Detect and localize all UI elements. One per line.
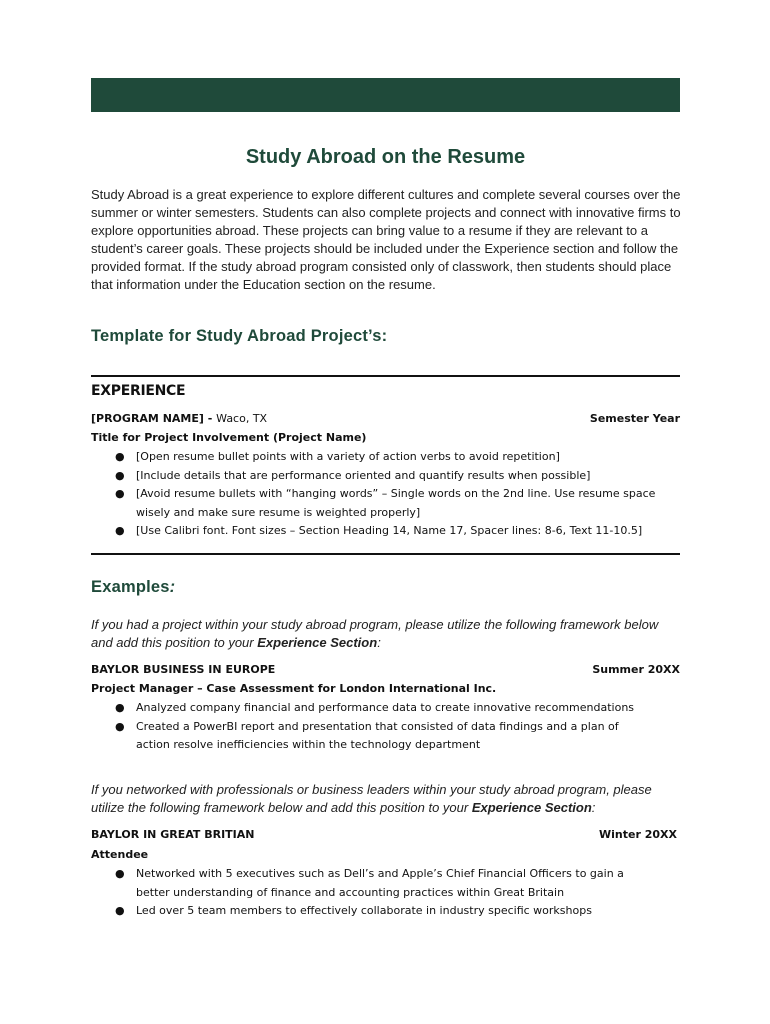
example1-date: Summer 20XX	[592, 663, 680, 676]
template-heading: Template for Study Abroad Project’s:	[91, 327, 388, 345]
list-item: ● [Open resume bullet points with a variety of action verbs to avoid repetition]	[91, 448, 671, 467]
program-date: Semester Year	[589, 412, 680, 425]
intro-paragraph: Study Abroad is a great experience to explore different cultures and complete several courses over the summer or winter semesters. Students can also complete projects and connect with innovative firms to explore opportunities abroad. These projects can bring value to a resume if they are relevant to a student’s career goals. These projects should be included under the Experience section and follow the provided format. If the study abroad program consisted only of classwork, then students should place that information under the Education section on the resume.	[91, 187, 681, 292]
list-item: ● Networked with 5 executives such as Dell’s and Apple’s Chief Financial Officers to gain a better understanding of finance and accounting practices within Great Britain	[115, 867, 624, 899]
example1-role: Project Manager – Case Assessment for London International Inc.	[91, 682, 497, 695]
divider-bottom	[91, 553, 680, 555]
example2-intro: If you networked with professionals or business leaders within your study abroad program, please utilize the following framework below and add this position to your Experience Section:	[91, 782, 652, 815]
example1-role-row	[91, 682, 680, 695]
example1-bullet-list	[91, 699, 651, 755]
example1-intro: If you had a project within your study abroad program, please utilize the following framework below and add this position to your Experience Section:	[91, 617, 659, 650]
list-item: ● [Avoid resume bullets with “hanging words” – Single words on the 2nd line. Use resume space wisely and make sure resume is weighted properly]	[115, 487, 656, 519]
program-location: Waco, TX	[216, 412, 268, 425]
example1-org: BAYLOR BUSINESS IN EUROPE	[91, 663, 276, 676]
project-title: Title for Project Involvement (Project Name)	[91, 431, 367, 444]
bullet-icon: ●	[115, 867, 125, 880]
divider-top	[91, 375, 680, 377]
template-bullet-list	[91, 448, 671, 541]
bullet-icon: ●	[115, 487, 125, 500]
header-banner	[91, 78, 680, 112]
template-role-row	[91, 431, 680, 444]
page-title: Study Abroad on the Resume	[245, 146, 526, 168]
bullet-icon: ●	[115, 904, 125, 917]
section-heading-experience: EXPERIENCE	[91, 383, 186, 399]
bullet-icon: ●	[115, 450, 125, 463]
example2-org-row	[91, 828, 677, 841]
example2-role-row	[91, 848, 680, 861]
bullet-icon: ●	[115, 468, 125, 482]
example2-role: Attendee	[91, 848, 149, 861]
bullet-icon: ●	[115, 524, 125, 537]
list-item: ● [Include details that are performance oriented and quantify results when possible]	[91, 467, 671, 486]
list-item: ● Analyzed company financial and performance data to create innovative recommendations	[91, 699, 651, 718]
example2-bullet-list	[91, 865, 661, 921]
program-name: [PROGRAM NAME] -	[91, 412, 217, 425]
example2-date: Winter 20XX	[599, 828, 677, 841]
list-item: ● Created a PowerBI report and presentation that consisted of data findings and a plan of action resolve inefficiencies within the technology department	[115, 719, 619, 751]
list-item: ● [Use Calibri font. Font sizes – Section Heading 14, Name 17, Spacer lines: 8-6, Text 11-10.5]	[91, 522, 671, 541]
program-line	[91, 412, 267, 425]
example2-org: BAYLOR IN GREAT BRITIAN	[91, 828, 255, 841]
template-program-row	[91, 412, 680, 425]
examples-heading: Examples:	[91, 578, 176, 596]
bullet-icon: ●	[115, 719, 125, 733]
example1-org-row	[91, 663, 680, 676]
bullet-icon: ●	[115, 701, 125, 714]
list-item: ● Led over 5 team members to effectively collaborate in industry specific workshops	[91, 902, 661, 921]
